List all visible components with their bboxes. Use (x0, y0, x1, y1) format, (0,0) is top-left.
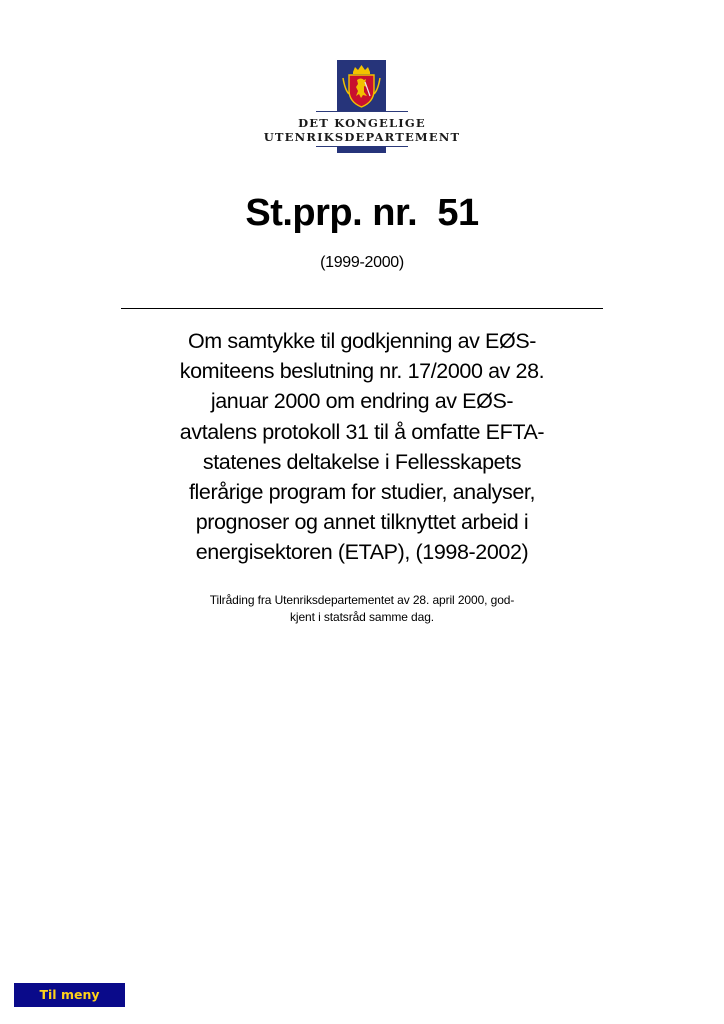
heading-line: statenes deltakelse i Fellesskapets (202, 449, 522, 474)
note-line: kjent i statsråd samme dag. (289, 609, 435, 624)
header-rule-top (316, 111, 408, 112)
header-blue-band (337, 146, 386, 153)
divider (121, 308, 603, 309)
proposition-heading (130, 326, 594, 568)
heading-line: Om samtykke til godkjenning av EØS- (187, 329, 537, 353)
heading-line: energisektoren (ETAP), (1998-2002) (195, 540, 529, 565)
approval-note (140, 592, 584, 625)
ministry-name-line2: UTENRIKSDEPARTEMENT (263, 130, 461, 144)
coat-of-arms-icon (337, 60, 386, 112)
heading-line: flerårige program for studier, analyser, (188, 480, 536, 505)
heading-line: prognoser og annet tilknyttet arbeid i (195, 510, 529, 535)
heading-line: komiteens beslutning nr. 17/2000 av 28. (179, 359, 545, 384)
til-meny-button[interactable]: Til meny (14, 983, 125, 1007)
session-years: (1999-2000) (320, 254, 404, 271)
document-title: St.prp. nr. 51 (245, 192, 479, 234)
heading-line: avtalens protokoll 31 til å omfatte EFTA- (179, 419, 545, 444)
ministry-name-line1: DET KONGELIGE (298, 116, 426, 130)
note-line: Tilråding fra Utenriksdepartementet av 28. april 2000, god- (209, 593, 515, 607)
heading-line: januar 2000 om endring av EØS- (210, 389, 514, 414)
